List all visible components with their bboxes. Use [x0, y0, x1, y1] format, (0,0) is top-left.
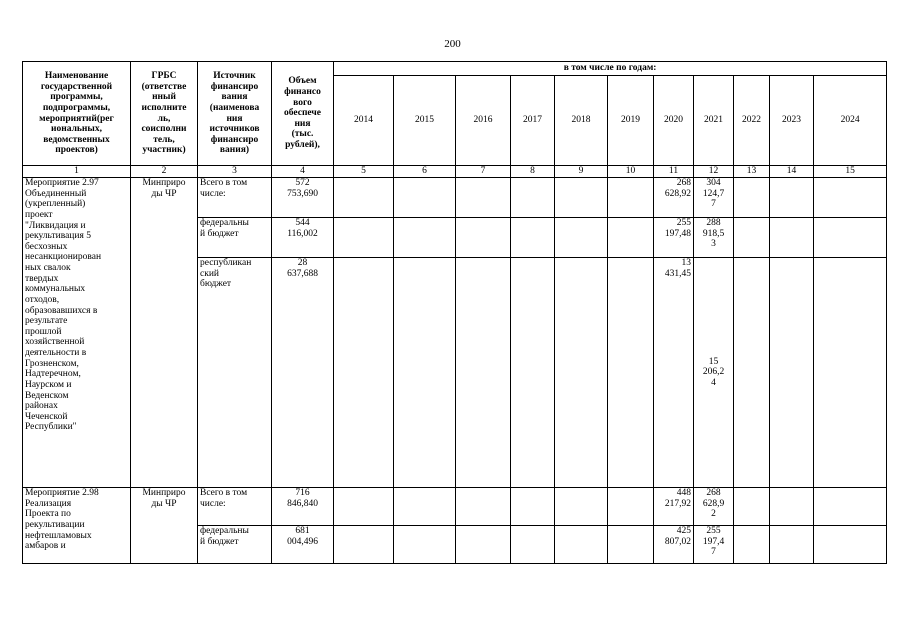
- column-number: 12: [694, 166, 734, 178]
- value-2021: 255 197,4 7: [694, 526, 734, 564]
- value-2021: 304 124,7 7: [694, 178, 734, 218]
- column-number: 2: [131, 166, 198, 178]
- header-year: 2018: [555, 76, 608, 166]
- total-volume: 716 846,840: [272, 488, 334, 526]
- measure-name: Мероприятие 2.97 Объединенный (укрепленный) проект "Ликвидация и рекультивация 5 бесхозных несанкционирован ных свалок твердых коммунальных отходов, образовавшихся в результате прошлой хозяйственной деятельности в Грозненском, Надтеречном, Наурском и Веденском районах Чеченской Республики": [23, 178, 131, 488]
- value-2020: 448 217,92: [654, 488, 694, 526]
- column-number: 11: [654, 166, 694, 178]
- funding-source: Всего в том числе:: [198, 178, 272, 218]
- column-number: 10: [608, 166, 654, 178]
- column-number: 13: [734, 166, 770, 178]
- header-grbs: ГРБС (ответстве нный исполните ль, соисполни тель, участник): [131, 62, 198, 166]
- header-year: 2022: [734, 76, 770, 166]
- column-number: 1: [23, 166, 131, 178]
- column-number: 15: [814, 166, 887, 178]
- column-number: 14: [770, 166, 814, 178]
- header-row-1: [23, 62, 887, 76]
- value-2021: 268 628,9 2: [694, 488, 734, 526]
- table-row: [23, 178, 887, 218]
- column-number: 8: [511, 166, 555, 178]
- value-2020: 255 197,48: [654, 218, 694, 258]
- value-2020: 268 628,92: [654, 178, 694, 218]
- funding-source: федеральны й бюджет: [198, 526, 272, 564]
- header-year: 2017: [511, 76, 555, 166]
- table-row: [23, 488, 887, 526]
- value-2020: 13 431,45: [654, 258, 694, 488]
- funding-source: федеральны й бюджет: [198, 218, 272, 258]
- financing-table: [22, 61, 887, 564]
- column-number: 7: [456, 166, 511, 178]
- measure-grbs: Минприро ды ЧР: [131, 178, 198, 488]
- header-funding-source: Источник финансиро вания (наименова ния источников финансиро вания): [198, 62, 272, 166]
- value-2021: 288 918,5 3: [694, 218, 734, 258]
- header-years-group: в том числе по годам:: [334, 62, 887, 76]
- value-2020: 425 807,02: [654, 526, 694, 564]
- column-number: 3: [198, 166, 272, 178]
- measure-grbs: Минприро ды ЧР: [131, 488, 198, 564]
- header-year: 2024: [814, 76, 887, 166]
- page-number: 200: [444, 38, 461, 50]
- column-number: 4: [272, 166, 334, 178]
- header-year: 2021: [694, 76, 734, 166]
- value-2021: 15 206,2 4: [694, 258, 734, 488]
- total-volume: 572 753,690: [272, 178, 334, 218]
- funding-source: республикан ский бюджет: [198, 258, 272, 488]
- total-volume: 544 116,002: [272, 218, 334, 258]
- header-program-name: Наименование государственной программы, подпрограммы, мероприятий(рег иональных, ведомственных проектов): [23, 62, 131, 166]
- total-volume: 28 637,688: [272, 258, 334, 488]
- column-number-row: [23, 166, 887, 178]
- column-number: 6: [394, 166, 456, 178]
- funding-source: Всего в том числе:: [198, 488, 272, 526]
- header-year: 2019: [608, 76, 654, 166]
- column-number: 9: [555, 166, 608, 178]
- measure-name: Мероприятие 2.98 Реализация Проекта по рекультивации нефтешламовых амбаров и: [23, 488, 131, 564]
- header-year: 2016: [456, 76, 511, 166]
- header-total-volume: Объем финансо вого обеспече ния (тыс. рублей),: [272, 62, 334, 166]
- header-year: 2014: [334, 76, 394, 166]
- header-year: 2023: [770, 76, 814, 166]
- total-volume: 681 004,496: [272, 526, 334, 564]
- header-year: 2015: [394, 76, 456, 166]
- header-year: 2020: [654, 76, 694, 166]
- column-number: 5: [334, 166, 394, 178]
